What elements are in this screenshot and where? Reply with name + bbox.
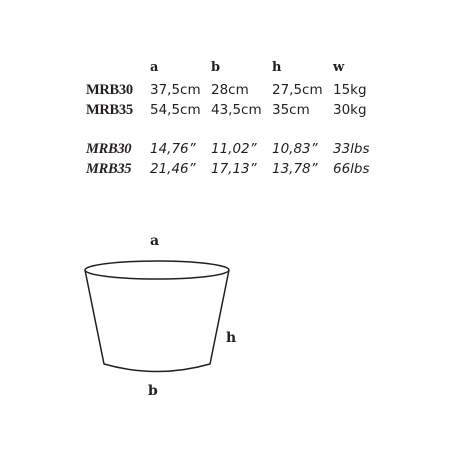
pot-rim-outline [85, 261, 229, 279]
metric-cell-w: 15kg [333, 82, 367, 98]
imperial-cell-h: 13,78” [272, 161, 318, 177]
imperial-cell-h: 10,83” [272, 141, 318, 157]
column-header-w: w [333, 60, 345, 75]
model-label-imperial: MRB35 [86, 161, 132, 177]
model-label-metric: MRB30 [86, 82, 133, 98]
imperial-cell-b: 11,02” [211, 141, 257, 157]
pot-body-outline [85, 270, 229, 372]
model-label-imperial: MRB30 [86, 141, 132, 157]
dimension-label-top: a [150, 233, 160, 249]
imperial-cell-w: 66lbs [333, 161, 370, 177]
metric-cell-b: 28cm [211, 82, 249, 98]
metric-cell-w: 30kg [333, 102, 367, 118]
imperial-cell-w: 33lbs [333, 141, 370, 157]
imperial-cell-b: 17,13” [211, 161, 257, 177]
metric-cell-h: 27,5cm [272, 82, 323, 98]
column-header-a: a [150, 60, 159, 75]
dimension-label-bottom: b [148, 383, 158, 399]
column-header-h: h [272, 60, 282, 75]
column-header-b: b [211, 60, 221, 75]
metric-cell-h: 35cm [272, 102, 310, 118]
imperial-cell-a: 21,46” [150, 161, 196, 177]
dimension-label-height: h [226, 330, 237, 346]
model-label-metric: MRB35 [86, 102, 133, 118]
imperial-cell-a: 14,76” [150, 141, 196, 157]
pot-outline-diagram [80, 255, 240, 385]
metric-cell-a: 37,5cm [150, 82, 201, 98]
metric-cell-a: 54,5cm [150, 102, 201, 118]
metric-cell-b: 43,5cm [211, 102, 262, 118]
